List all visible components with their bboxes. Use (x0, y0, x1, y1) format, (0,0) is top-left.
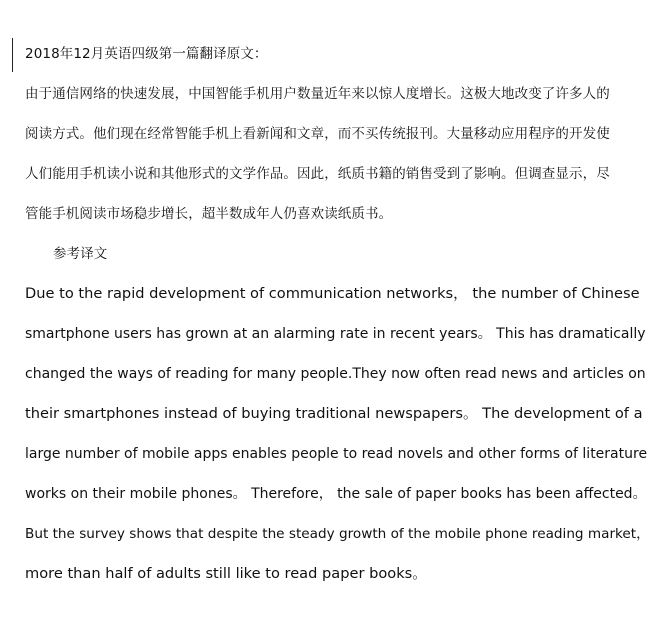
translation-line-1: Due to the rapid development of communication networks， the number of Chinese (25, 285, 640, 302)
translation-line-8: more than half of adults still like to read paper books。 (25, 565, 427, 582)
source-line-3: 人们能用手机读小说和其他形式的文学作品。因此，纸质书籍的销售受到了影响。但调查显示，尽 (25, 166, 610, 182)
reference-heading: 参考译文 (53, 246, 108, 262)
translation-line-3: changed the ways of reading for many people.They now often read news and articles on (25, 366, 646, 382)
document-title: 2018年12月英语四级第一篇翻译原文： (25, 46, 268, 62)
source-line-2: 阅读方式。他们现在经常智能手机上看新闻和文章，而不买传统报刊。大量移动应用程序的开发使 (25, 126, 610, 142)
translation-line-7: But the survey shows that despite the steady growth of the mobile phone reading market， (25, 526, 650, 542)
translation-line-6: works on their mobile phones。 Therefore， the sale of paper books has been affected。 (25, 486, 647, 502)
translation-line-4: their smartphones instead of buying traditional newspapers。 The development of a (25, 405, 643, 422)
source-line-4: 管能手机阅读市场稳步增长，超半数成年人仍喜欢读纸质书。 (25, 206, 393, 222)
translation-line-5: large number of mobile apps enables people to read novels and other forms of literature (25, 446, 648, 462)
text-cursor (12, 38, 13, 72)
translation-line-2: smartphone users has grown at an alarming rate in recent years。 This has dramatically (25, 326, 646, 342)
source-line-1: 由于通信网络的快速发展，中国智能手机用户数量近年来以惊人度增长。这极大地改变了许多人的 (25, 86, 610, 102)
